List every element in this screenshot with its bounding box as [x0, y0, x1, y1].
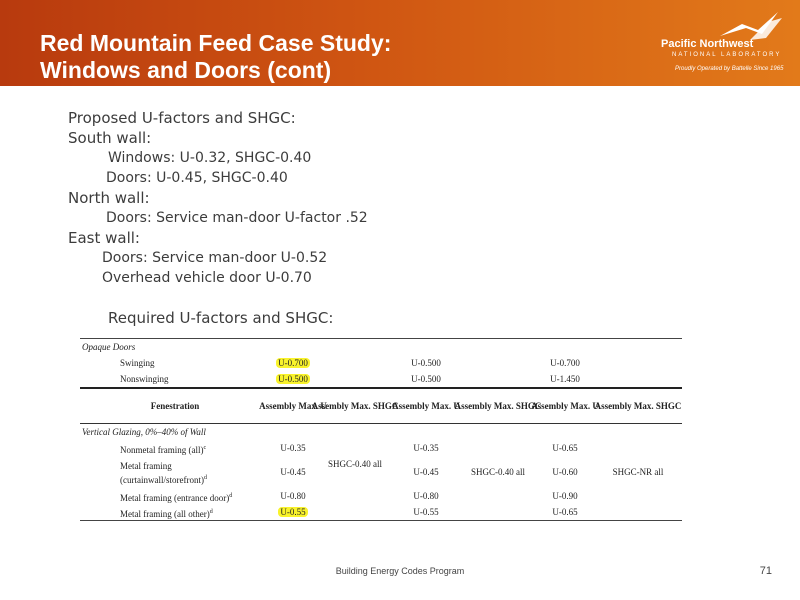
- row-label: Metal framing (all other): [120, 509, 210, 519]
- footer-program: Building Energy Codes Program: [335, 566, 465, 576]
- title-banner: [0, 0, 800, 86]
- table-cell: U-0.80: [280, 491, 306, 501]
- footnote-mark: d: [203, 475, 207, 481]
- south-windows: Windows: U-0.32, SHGC-0.40: [108, 150, 312, 166]
- vertical-glazing-heading: Vertical Glazing, 0%–40% of Wall: [82, 427, 206, 437]
- pnnl-logo: [650, 10, 790, 80]
- highlighted-value: U-0.700: [278, 358, 308, 368]
- highlighted-value: U-0.500: [278, 374, 308, 384]
- table-cell: U-0.35: [280, 443, 306, 453]
- row-label: Metal framing: [120, 461, 172, 471]
- proposed-values-list: [68, 108, 368, 288]
- column-header: Assembly Max. SHGC: [594, 400, 682, 411]
- logo-tagline: Proudly Operated by Battelle Since 1965: [675, 66, 784, 72]
- row-label: Metal framing (entrance door): [120, 493, 230, 503]
- slide-title: [40, 30, 391, 84]
- required-heading: Required U-factors and SHGC:: [108, 309, 334, 327]
- page-number: 71: [759, 565, 772, 577]
- north-wall-label: North wall:: [68, 189, 150, 207]
- column-header: Assembly Max. U: [392, 400, 460, 411]
- footnote-mark: c: [203, 445, 207, 451]
- table-cell: U-0.65: [552, 443, 578, 453]
- table-row: [80, 504, 682, 520]
- table-cell: U-0.45: [413, 467, 439, 477]
- opaque-doors-heading: Opaque Doors: [82, 342, 136, 352]
- footnote-mark: d: [209, 509, 213, 515]
- logo-subtitle: NATIONAL LABORATORY: [672, 52, 782, 58]
- table-cell: U-0.60: [552, 467, 578, 477]
- table-row: [80, 355, 682, 371]
- column-header: Assembly Max. U: [531, 400, 599, 411]
- footnote-mark: d: [229, 493, 233, 499]
- row-label: Swinging: [120, 358, 155, 368]
- south-wall-label: South wall:: [68, 129, 152, 147]
- shgc-merged-cell: SHGC-0.40 all: [471, 467, 525, 477]
- east-wall-label: East wall:: [68, 229, 140, 247]
- table-header-row: [80, 387, 682, 424]
- table-cell: U-0.80: [413, 491, 439, 501]
- table-cell: U-0.45: [280, 467, 306, 477]
- shgc-merged-cell: SHGC-NR all: [612, 467, 664, 477]
- table-row: [80, 488, 682, 504]
- column-header: Assembly Max. U: [259, 400, 327, 411]
- row-label: Nonmetal framing (all): [120, 445, 204, 455]
- table-cell: U-0.700: [550, 358, 580, 368]
- table-cell: U-0.65: [552, 507, 578, 517]
- row-label: Nonswinging: [120, 374, 169, 384]
- table-cell: U-1.450: [550, 374, 580, 384]
- column-header: Assembly Max. SHGC: [311, 400, 399, 411]
- logo-name: Pacific Northwest: [661, 38, 754, 50]
- table-cell: U-0.90: [552, 491, 578, 501]
- table-cell: U-0.500: [411, 358, 441, 368]
- column-header: Assembly Max. SHGC: [454, 400, 542, 411]
- east-doors: Doors: Service man-door U-0.52: [102, 250, 328, 266]
- column-header: Fenestration: [150, 400, 200, 411]
- row-label-continued: (curtainwall/storefront): [120, 475, 204, 485]
- east-overhead-door: Overhead vehicle door U-0.70: [102, 270, 312, 286]
- title-line-2: Windows and Doors (cont): [40, 57, 332, 83]
- requirements-table: [80, 338, 682, 521]
- north-doors: Doors: Service man-door U-factor .52: [106, 210, 368, 226]
- glazing-rows-group: [80, 440, 682, 504]
- shgc-merged-cell: SHGC-0.40 all: [328, 459, 382, 469]
- table-row: [80, 371, 682, 387]
- proposed-heading: Proposed U-factors and SHGC:: [68, 109, 296, 127]
- table-cell: U-0.500: [411, 374, 441, 384]
- table-cell: U-0.55: [413, 507, 439, 517]
- table-cell: U-0.35: [413, 443, 439, 453]
- highlighted-value: U-0.55: [280, 507, 306, 517]
- south-doors: Doors: U-0.45, SHGC-0.40: [106, 170, 288, 186]
- title-line-1: Red Mountain Feed Case Study:: [40, 30, 392, 56]
